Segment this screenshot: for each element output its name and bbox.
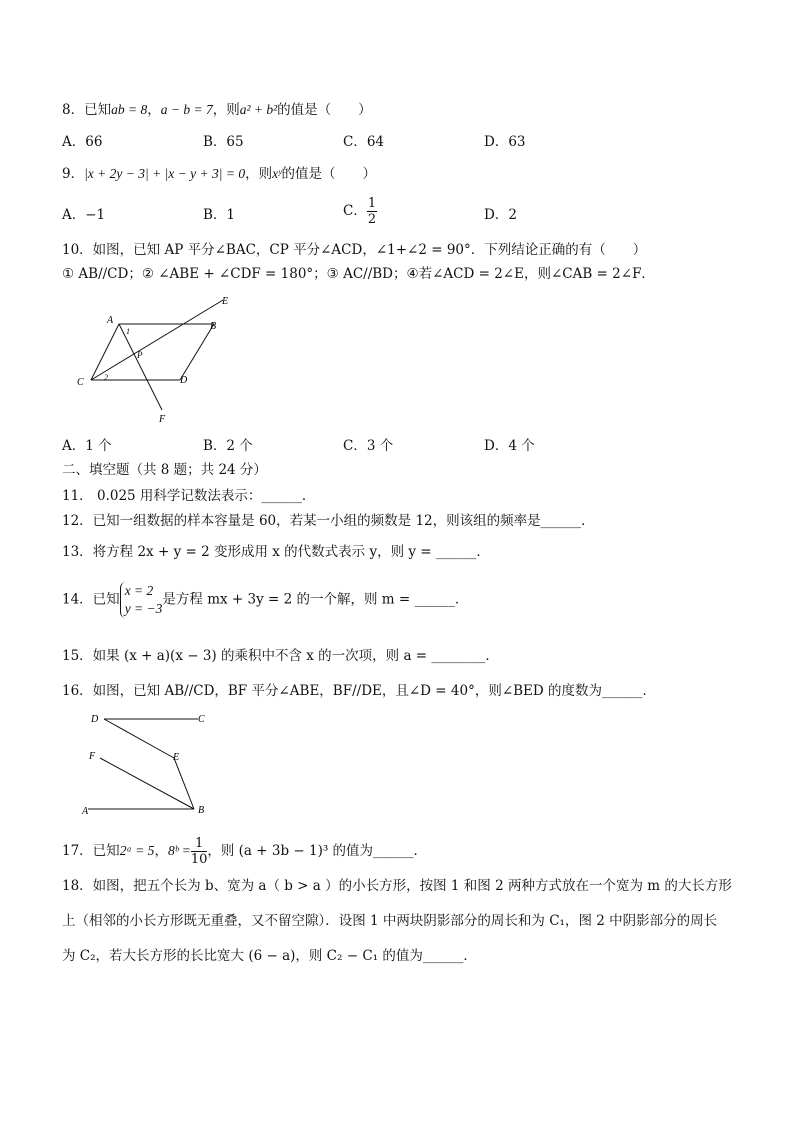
q10-label-a: A: [107, 315, 114, 326]
q10-option-c[interactable]: C．3 个: [343, 438, 394, 454]
q10-label-p: P: [137, 350, 143, 360]
q17-stem: 17．已知2ᵃ = 5，8ᵇ = $\frac{1}{10}$ ，则 (a + 3b − 1)³ 的值为______．: [62, 836, 428, 867]
q18-line-1: 18．如图，把五个长为 b、宽为 a（ b > a ）的小长方形，按图 1 和图 2 两种方式放在一个宽为 m 的大长方形: [62, 878, 732, 894]
q10-line-bd: [180, 324, 214, 380]
q12-stem: 12．已知一组数据的样本容量是 60，若某一小组的频数是 12，则该组的频率是______．: [62, 513, 595, 529]
q10-label-angle1: 1: [126, 327, 130, 336]
q16-label-a: A: [82, 806, 89, 817]
q17-fraction: $\frac{1}{10}$: [190, 836, 208, 867]
q10-label-f: F: [159, 414, 166, 425]
q16-stem: 16．如图，已知 AB//CD，BF 平分∠ABE，BF//DE，且∠D = 40°，则∠BED 的度数为______．: [62, 683, 657, 699]
q16-label-b: B: [198, 805, 205, 816]
q16-line-eb: [174, 758, 194, 809]
q10-option-a[interactable]: A．1 个: [62, 438, 112, 454]
q10-label-c: C: [77, 377, 84, 388]
q8-option-a[interactable]: A．66: [62, 134, 103, 150]
q10-option-d[interactable]: D．4 个: [484, 438, 535, 454]
q9-option-b[interactable]: B．1: [203, 207, 236, 223]
q8-option-b[interactable]: B．65: [203, 134, 244, 150]
q10-label-b: B: [210, 321, 217, 332]
q8-stem: 8．已知ab = 8，a − b = 7，则a² + b²的值是（ ）: [62, 102, 372, 118]
q9-option-c-fraction: $\frac{1}{2}$: [367, 196, 377, 227]
q8-option-c[interactable]: C．64: [343, 134, 385, 150]
q16-label-c: C: [198, 714, 205, 725]
q10-statements: ① AB//CD；② ∠ABE + ∠CDF = 180°；③ AC//BD；④若∠ACD = 2∠E，则∠CAB = 2∠F．: [62, 266, 655, 282]
q10-line-af: [119, 324, 162, 410]
q13-stem: 13．将方程 2x + y = 2 变形成用 x 的代数式表示 y，则 y = ______．: [62, 544, 490, 560]
q15-stem: 15．如果 (x + a)(x − 3) 的乘积中不含 x 的一次项，则 a = ________．: [62, 648, 499, 664]
q18-line-3: 为 C₂，若大长方形的长比宽大 (6 − a)，则 C₂ − C₁ 的值为______．: [62, 948, 477, 964]
q10-option-b[interactable]: B．2 个: [203, 438, 253, 454]
q9-option-c[interactable]: C． $\frac{1}{2}$: [343, 196, 377, 227]
q9-stem: 9．|x + 2y − 3| + |x − y + 3| = 0，则xʸ的值是（ ）: [62, 166, 377, 182]
q16-label-e: E: [173, 752, 180, 763]
q10-label-d: D: [180, 375, 188, 386]
q16-line-de: [104, 719, 174, 758]
q18-line-2: 上（相邻的小长方形既无重叠，又不留空隙）．设图 1 中两块阴影部分的周长和为 C₁，图 2 中阴影部分的周长: [62, 913, 718, 929]
q16-label-f: F: [89, 751, 96, 762]
q9-option-d[interactable]: D．2: [484, 207, 517, 223]
q8-option-d[interactable]: D．63: [484, 134, 526, 150]
q11-stem: 11． 0.025 用科学记数法表示：______．: [62, 488, 316, 504]
q10-figure: [70, 292, 250, 432]
section-2-heading: 二、填空题（共 8 题；共 24 分）: [62, 462, 267, 478]
q16-figure: [80, 708, 220, 818]
q14-stem: 14．已知 x = 2 y = −3 是方程 mx + 3y = 2 的一个解，则 m = ______．: [62, 583, 469, 616]
q14-system: x = 2 y = −3: [120, 582, 163, 618]
q16-line-fb: [100, 758, 194, 809]
q10-label-e: E: [222, 296, 229, 307]
q16-label-d: D: [91, 714, 99, 725]
q10-stem: 10．如图，已知 AP 平分∠BAC，CP 平分∠ACD，∠1+∠2 = 90°．下列结论正确的有（ ）: [62, 242, 647, 258]
q9-option-a[interactable]: A．−1: [62, 207, 106, 223]
q10-label-angle2: 2: [104, 373, 108, 382]
